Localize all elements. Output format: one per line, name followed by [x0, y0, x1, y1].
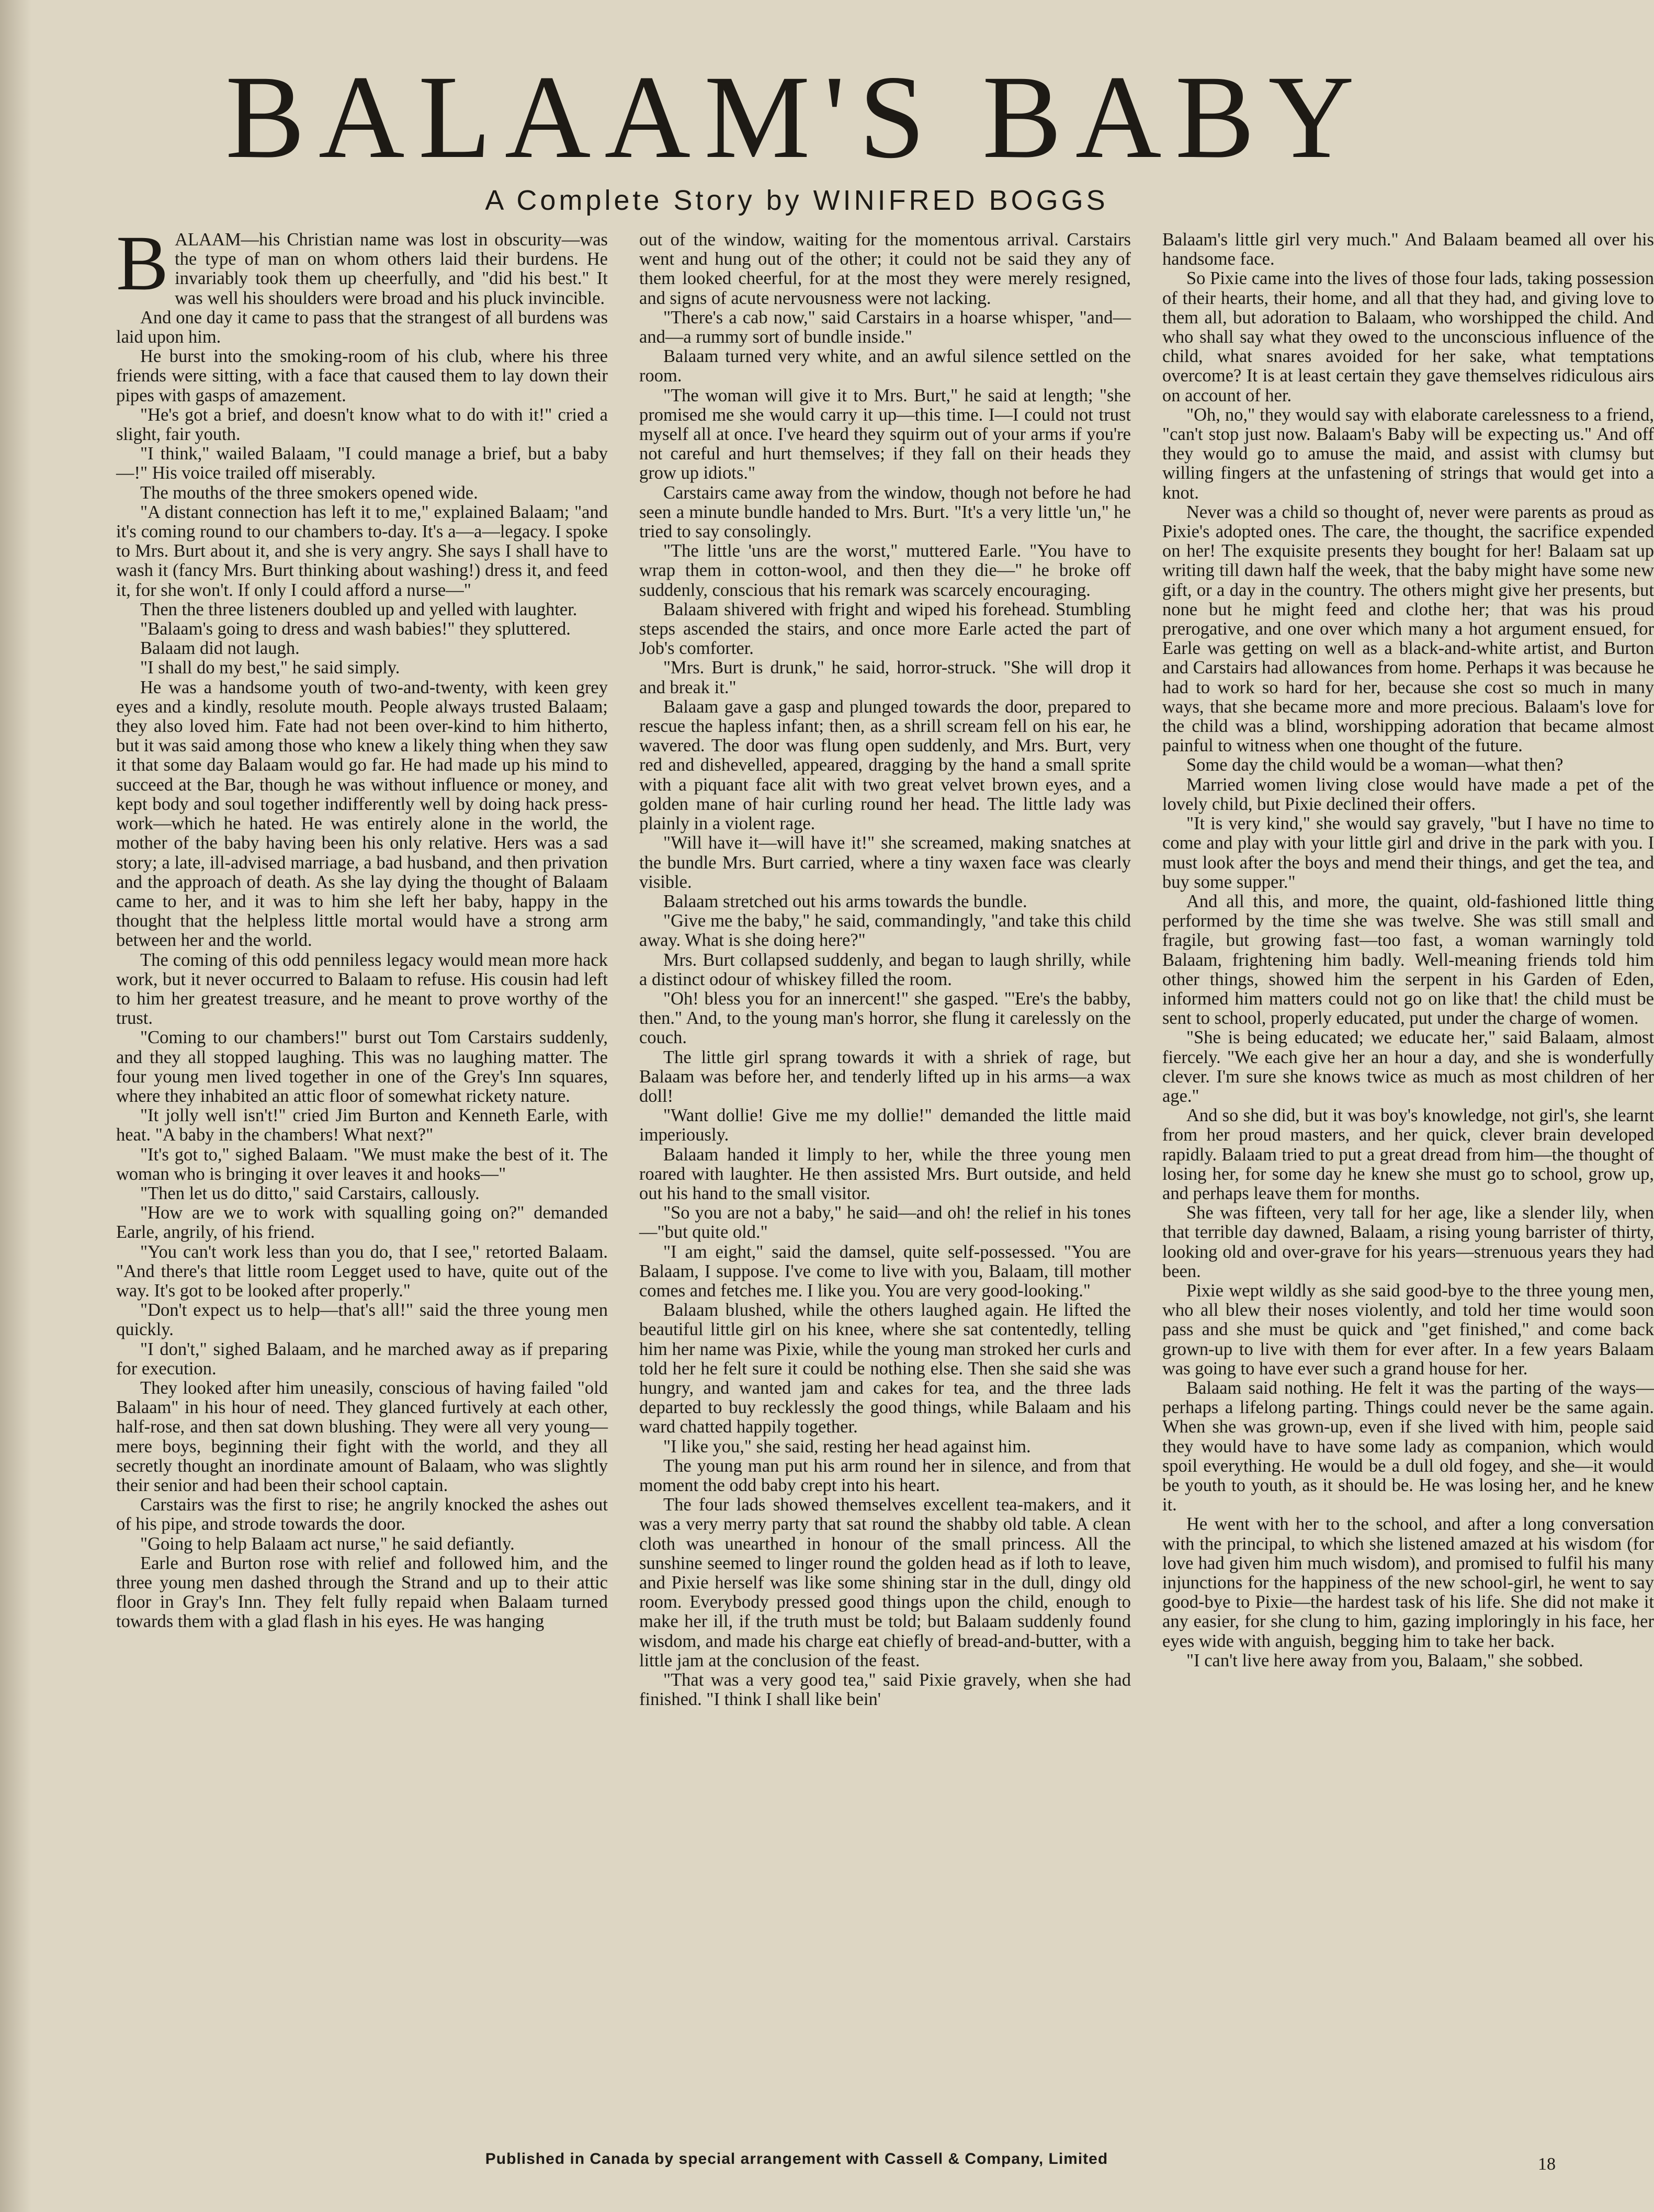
paragraph: "It jolly well isn't!" cried Jim Burton and Kenneth Earle, with heat. "A baby in the chambers! What next?": [116, 1105, 608, 1145]
text-column-1: [116, 220, 608, 2108]
paragraph: "How are we to work with squalling going on?" demanded Earle, angrily, of his friend.: [116, 1203, 608, 1243]
paragraph: Balaam said nothing. He felt it was the parting of the ways—perhaps a lifelong parting. Things could never be the same again. When she was grown-up, even if she lived with him, people said they would have to have some lady as companion, which would spoil everything. He would be a dull old fogey, and she—it would be youth to youth, as it should be. He was losing her, and he knew it.: [1162, 1378, 1654, 1515]
paragraph: Carstairs was the first to rise; he angrily knocked the ashes out of his pipe, and strode towards the door.: [116, 1495, 608, 1534]
paragraph: "She is being educated; we educate her," said Balaam, almost fiercely. "We each give her an hour a day, and she is wonderfully clever. I'm sure she knows twice as much as most children of her age.": [1162, 1028, 1654, 1106]
paragraph: "I think," wailed Balaam, "I could manage a brief, but a baby—!" His voice trailed off miserably.: [116, 444, 608, 483]
paragraph: Balaam shivered with fright and wiped his forehead. Stumbling steps ascended the stairs, and once more Earle acted the part of Job's comforter.: [639, 599, 1131, 659]
paragraph: "Then let us do ditto," said Carstairs, callously.: [140, 1183, 480, 1203]
paragraph: "I shall do my best," he said simply.: [140, 658, 400, 678]
paragraph: "Balaam's going to dress and wash babies!" they spluttered.: [140, 619, 571, 639]
story-byline: A Complete Story by WINIFRED BOGGS: [485, 185, 1108, 216]
paragraph: "Going to help Balaam act nurse," he said defiantly.: [140, 1533, 515, 1554]
paragraph: "So you are not a baby," he said—and oh! the relief in his tones—"but quite old.": [639, 1203, 1131, 1243]
paragraph: "There's a cab now," said Carstairs in a hoarse whisper, "and—and—a rummy sort of bundle inside.": [639, 307, 1131, 347]
paragraph: "It is very kind," she would say gravely, "but I have no time to come and play with your little girl and drive in the park with you. I must look after the boys and mend their things, and get the tea, and buy some supper.": [1162, 814, 1654, 892]
paragraph: Mrs. Burt collapsed suddenly, and began to laugh shrilly, while a distinct odour of whiskey filled the room.: [639, 950, 1131, 989]
text-column-2: [639, 230, 1131, 2108]
paragraph: She was fifteen, very tall for her age, like a slender lily, when that terrible day dawned, Balaam, a rising young barrister of thirty, looking old and over-grave for his years—strenuous years they had been.: [1162, 1203, 1654, 1281]
paragraph: "Mrs. Burt is drunk," he said, horror-struck. "She will drop it and break it.": [639, 658, 1131, 697]
paragraph: And so she did, but it was boy's knowledge, not girl's, she learnt from her proud masters, and her quick, clever brain developed rapidly. Balaam tried to put a great dread from him—the thought of losing her, for some day he knew she must go to school, grow up, and perhaps leave them for months.: [1162, 1105, 1654, 1203]
paragraph: He burst into the smoking-room of his club, where his three friends were sitting, with a face that caused them to lay down their pipes with gasps of amazement.: [116, 346, 608, 405]
paragraph: They looked after him uneasily, conscious of having failed "old Balaam" in his hour of need. They glanced furtively at each other, half-rose, and then sat down blushing. They were all very young—mere boys, beginning their fight with the world, and they all secretly thought an inordinate amount of Balaam, who was slightly their senior and had been their school captain.: [116, 1378, 608, 1495]
paragraph: Never was a child so thought of, never were parents as proud as Pixie's adopted ones. The care, the thought, the sacrifice expended on her! The exquisite presents they bought for her! Balaam sat up writing till dawn half the week, that the baby might have some new gift, or a day in the country. The others might give her presents, but none but he might feed and clothe her; that was his proud prerogative, and one over which many a hot argument ensued, for Earle was getting on well as a black-and-white artist, and Burton and Carstairs had allowances from home. Perhaps it was because he had to work so hard for her, because she cost so much in many ways, that she became more and more precious. Balaam's love for the child was a blind, worshipping adoration that became almost painful to witness when one thought of the future.: [1162, 502, 1654, 756]
paragraph: [116, 220, 608, 308]
paragraph: "Want dollie! Give me my dollie!" demanded the little maid imperiously.: [639, 1105, 1131, 1145]
paragraph: "It's got to," sighed Balaam. "We must make the best of it. The woman who is bringing it over leaves it and hooks—": [116, 1144, 608, 1184]
paragraph: Earle and Burton rose with relief and followed him, and the three young men dashed through the Strand and up to their attic floor in Gray's Inn. They felt fully repaid when Balaam turned towards them with a glad flash in his eyes. He was hanging: [116, 1553, 608, 1632]
page-binding-shadow: [0, 0, 31, 2212]
paragraph: "He's got a brief, and doesn't know what to do with it!" cried a slight, fair youth.: [116, 404, 608, 445]
paragraph: The coming of this odd penniless legacy would mean more hack work, but it never occurred to Balaam to refuse. His cousin had left to him her greatest treasure, and he meant to prove worthy of the trust.: [116, 950, 608, 1029]
drop-cap: B: [116, 220, 169, 307]
paragraph: He was a handsome youth of two-and-twenty, with keen grey eyes and a kindly, resolute mouth. People always trusted Balaam; they also loved him. Fate had not been over-kind to him hitherto, but it was said among those who knew a likely thing when they saw it that some day Balaam would go far. He had made up his mind to succeed at the Bar, though he was without influence or money, and kept body and soul together indifferently well by doing hack press-work—which he hated. He was entirely alone in the world, the mother of the baby having been his only relative. Hers was a sad story; a late, ill-advised marriage, a bad husband, and then privation and the approach of death. As she lay dying the thought of Balaam came to her, and it was to him she left her baby, happy in the thought that the helpless little mortal would have a strong arm between her and the world.: [116, 677, 608, 951]
paragraph: "Will have it—will have it!" she screamed, making snatches at the bundle Mrs. Burt carried, where a tiny waxen face was clearly visible.: [639, 833, 1131, 892]
paragraph: "The little 'uns are the worst," muttered Earle. "You have to wrap them in cotton-wool, and then they die—" he broke off suddenly, conscious that his remark was scarcely encouraging.: [639, 541, 1131, 600]
paragraph: Balaam turned very white, and an awful silence settled on the room.: [639, 346, 1131, 386]
paragraph: So Pixie came into the lives of those four lads, taking possession of their hearts, their home, and all that they had, and giving love to them all, but adoration to Balaam, who worshipped the child. And who shall say what they owed to the unconscious influence of the child, what snares avoided for her sake, what temptations overcome? It is at least certain they gave themselves ridiculous airs on account of her.: [1162, 268, 1654, 405]
article-body: [116, 220, 1654, 2108]
paragraph: Balaam blushed, while the others laughed again. He lifted the beautiful little girl on his knee, where she sat contentedly, telling him her name was Pixie, while the young man stroked her curls and told her he felt sure it could be nothing else. Then she said she was hungry, and wanted jam and cakes for tea, and the three lads departed to buy recklessly the good things, while Balaam and his ward chatted happily together.: [639, 1300, 1131, 1437]
paragraph: "That was a very good tea," said Pixie gravely, when she had finished. "I think I shall like bein': [639, 1670, 1131, 1710]
page-number: 18: [1538, 2154, 1556, 2174]
paragraph: "I don't," sighed Balaam, and he marched away as if preparing for execution.: [116, 1339, 608, 1379]
paragraph: Carstairs came away from the window, though not before he had seen a minute bundle handed to Mrs. Burt. "It's a very little 'un," he tried to say consolingly.: [639, 482, 1131, 542]
paragraph: Pixie wept wildly as she said good-bye to the three young men, who all blew their noses violently, and told her time would soon pass and she must be quick and "get finished," and come back grown-up to live with them for ever after. In a few years Balaam was going to have ever such a grand house for her.: [1162, 1280, 1654, 1379]
paragraph: out of the window, waiting for the momentous arrival. Carstairs went and hung out of the other; it could not be said they any of them looked cheerful, for at the most they were merely resigned, and signs of acute nervousness were not lacking.: [639, 230, 1131, 308]
paragraph: Balaam's little girl very much." And Balaam beamed all over his handsome face.: [1162, 230, 1654, 269]
paragraph: "Give me the baby," he said, commandingly, "and take this child away. What is she doing here?": [639, 911, 1131, 951]
paragraph: "The woman will give it to Mrs. Burt," he said at length; "she promised me she would carry it up—this time. I—I could not trust myself all at once. I've heard they squirm out of your arms if you're not careful and hurt themselves; if they fall on their heads they grow up idiots.": [639, 385, 1131, 483]
paragraph-text: ALAAM—his Christian name was lost in obscurity—was the type of man on whom others laid their burdens. He invariably took them up cheerfully, and "did his best." It was well his shoulders were broad and his pluck invincible.: [175, 230, 608, 308]
paragraph: And one day it came to pass that the strangest of all burdens was laid upon him.: [116, 307, 608, 347]
paragraph: And all this, and more, the quaint, old-fashioned little thing performed by the time she was twelve. She was still small and fragile, but growing fast—too fast, a woman warningly told Balaam, frightening him badly. Well-meaning friends told him other things, showed him the serpent in his Garden of Eden, informed him matters could not go on like that! the child must be sent to school, properly educated, put under the charge of women.: [1162, 891, 1654, 1029]
paragraph: Balaam stretched out his arms towards the bundle.: [663, 891, 1027, 911]
paragraph: Some day the child would be a woman—what then?: [1186, 755, 1564, 775]
paragraph: "I can't live here away from you, Balaam," she sobbed.: [1186, 1650, 1583, 1671]
text-column-3: [1162, 230, 1654, 2108]
paragraph: "Coming to our chambers!" burst out Tom Carstairs suddenly, and they all stopped laughing. This was no laughing matter. The four young men lived together in one of the Grey's Inn squares, where they inhabited an attic floor of somewhat rickety nature.: [116, 1028, 608, 1106]
paragraph: "You can't work less than you do, that I see," retorted Balaam. "And there's that little room Legget used to have, quite out of the way. It's got to be looked after properly.": [116, 1242, 608, 1301]
story-title: BALAAM'S BABY: [225, 51, 1368, 183]
paragraph: Balaam gave a gasp and plunged towards the door, prepared to rescue the hapless infant; then, as a shrill scream fell on his ear, he wavered. The door was flung open suddenly, and Mrs. Burt, very red and dishevelled, appeared, dragging by the hand a small sprite with a piquant face alit with two great velvet brown eyes, and a golden mane of hair curling round her head. The little lady was plainly in a violent rage.: [639, 696, 1131, 834]
paragraph: The young man put his arm round her in silence, and from that moment the odd baby crept into his heart.: [639, 1455, 1131, 1495]
paragraph: The four lads showed themselves excellent tea-makers, and it was a very merry party that sat round the shabby old table. A clean cloth was unearthed in honour of the small princess. All the sunshine seemed to linger round the golden head as if loth to leave, and Pixie herself was like some shining star in the dull, dingy old room. Everybody pressed good things upon the child, enough to make her ill, if the truth must be told; but Balaam suddenly found wisdom, and made his charge eat chiefly of bread-and-butter, with a little jam at the conclusion of the feast.: [639, 1495, 1131, 1671]
paragraph: Balaam did not laugh.: [140, 638, 300, 659]
paragraph: "Oh, no," they would say with elaborate carelessness to a friend, "can't stop just now. Balaam's Baby will be expecting us." And off they would go to amuse the maid, and assist with clumsy but willing fingers at the unfastening of strings that would get into a knot.: [1162, 404, 1654, 503]
paragraph: "I am eight," said the damsel, quite self-possessed. "You are Balaam, I suppose. I've come to live with you, Balaam, till mother comes and fetches me. I like you. You are very good-looking.": [639, 1242, 1131, 1301]
publication-credit: Published in Canada by special arrangement with Cassell & Company, Limited: [485, 2150, 1108, 2168]
paragraph: "Oh! bless you for an innercent!" she gasped. "'Ere's the babby, then." And, to the young man's horror, she flung it carelessly on the couch.: [639, 988, 1131, 1048]
paragraph: Balaam handed it limply to her, while the three young men roared with laughter. He then assisted Mrs. Burt outside, and held out his hand to the small visitor.: [639, 1144, 1131, 1203]
paragraph: He went with her to the school, and after a long conversation with the principal, to which she listened amazed at his wisdom (for love had given him much wisdom), and promised to fulfil his many injunctions for the happiness of the new school-girl, he went to say good-bye to Pixie—the hardest task of his life. She did not make it any easier, for she clung to him, gazing imploringly in his face, her eyes wide with anguish, begging him to take her back.: [1162, 1514, 1654, 1651]
paragraph: The mouths of the three smokers opened wide.: [140, 482, 478, 503]
paragraph: The little girl sprang towards it with a shriek of rage, but Balaam was before her, and tenderly lifted up in his arms—a wax doll!: [639, 1047, 1131, 1106]
paragraph: Married women living close would have made a pet of the lovely child, but Pixie declined their offers.: [1162, 774, 1654, 814]
paragraph: Then the three listeners doubled up and yelled with laughter.: [140, 599, 577, 619]
paragraph: "Don't expect us to help—that's all!" said the three young men quickly.: [116, 1300, 608, 1340]
paragraph: "A distant connection has left it to me," explained Balaam; "and it's coming round to our chambers to-day. It's a—a—legacy. I spoke to Mrs. Burt about it, and she is very angry. She says I shall have to wash it (fancy Mrs. Burt thinking about washing!) dress it, and feed it, for she won't. If only I could afford a nurse—": [116, 502, 608, 600]
paragraph: "I like you," she said, resting her head against him.: [663, 1436, 1031, 1457]
